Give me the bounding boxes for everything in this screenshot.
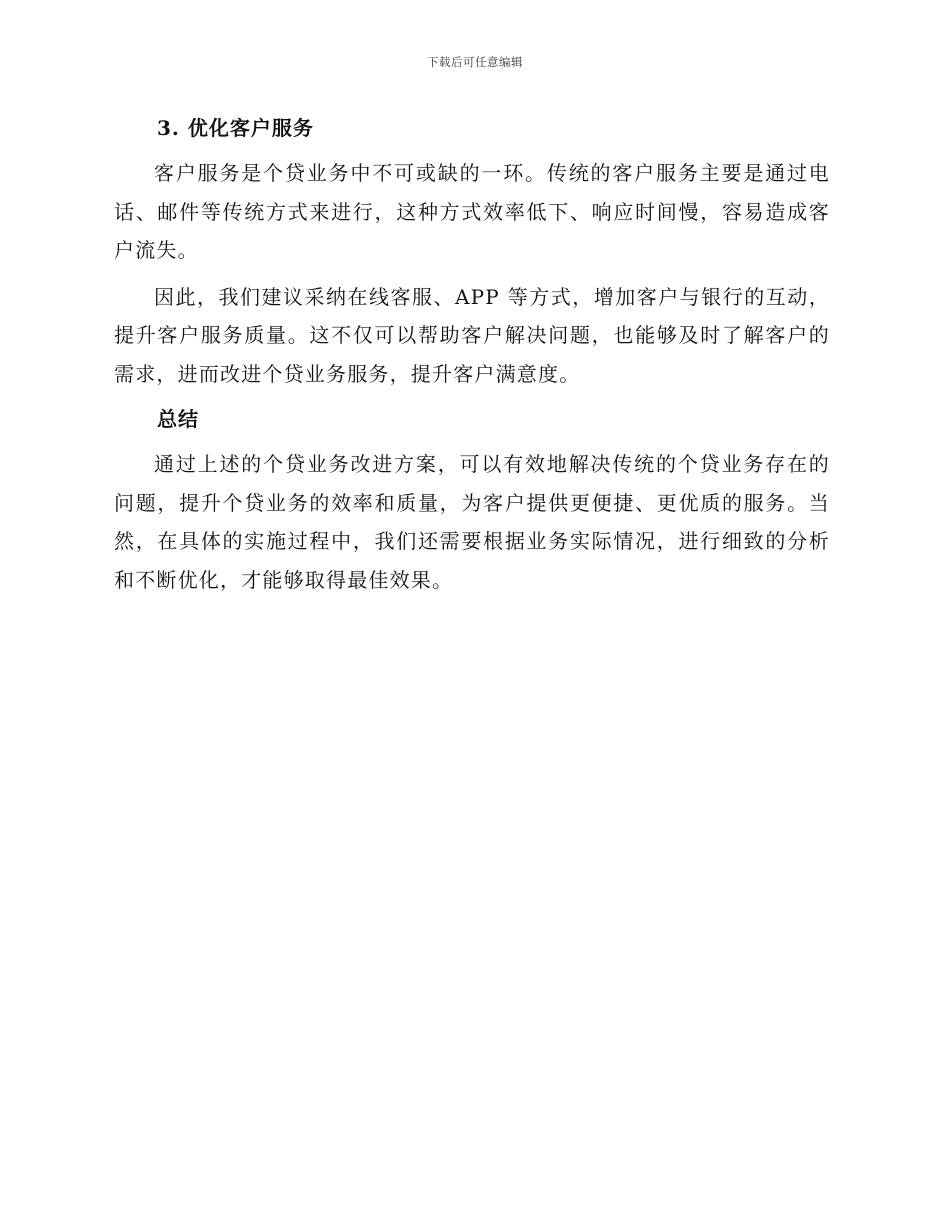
section-heading-customer-service: 3. 优化客户服务 <box>157 116 314 140</box>
paragraph-summary: 通过上述的个贷业务改进方案，可以有效地解决传统的个贷业务存在的问题，提升个贷业务的效率和质量，为客户提供更便捷、更优质的服务。当然，在具体的实施过程中，我们还需要根据业务实际情况，进行细致的分析和不断优化，才能够取得最佳效果。 <box>114 452 830 592</box>
spacer <box>114 270 830 278</box>
spacer <box>114 393 830 401</box>
section-heading-summary: 总结 <box>157 407 199 431</box>
document-body <box>114 110 830 599</box>
paragraph-customer-service-intro: 客户服务是个贷业务中不可或缺的一环。传统的客户服务主要是通过电话、邮件等传统方式来进行，这种方式效率低下、响应时间慢，容易造成客户流失。 <box>114 161 830 262</box>
spacer <box>114 437 830 445</box>
spacer <box>114 146 830 154</box>
page-header-note: 下载后可任意编辑 <box>427 55 523 69</box>
paragraph-customer-service-proposal: 因此，我们建议采纳在线客服、APP 等方式，增加客户与银行的互动，提升客户服务质量。这不仅可以帮助客户解决问题，也能够及时了解客户的需求，进而改进个贷业务服务，提升客户满意度。 <box>114 284 830 386</box>
